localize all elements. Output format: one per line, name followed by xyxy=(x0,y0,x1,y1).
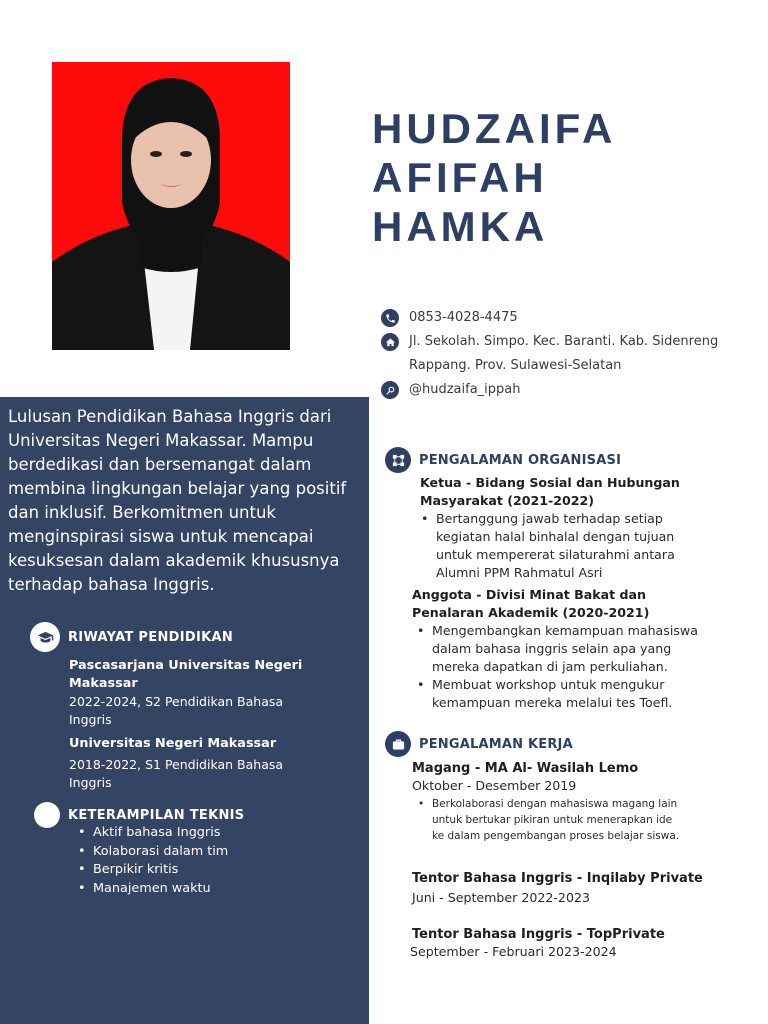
education-detail: 2018-2022, S1 Pendidikan Bahasa Inggris xyxy=(69,757,284,790)
work-item xyxy=(412,870,732,906)
work-period: Juni - September 2022-2023 xyxy=(412,890,590,905)
work-points xyxy=(412,796,682,844)
work-item xyxy=(412,760,712,844)
contact-info xyxy=(381,306,761,402)
search-icon xyxy=(381,381,399,399)
contact-address xyxy=(381,330,761,378)
phone-number: 0853-4028-4475 xyxy=(409,310,518,325)
organization-item xyxy=(420,474,720,582)
skill-item: • Kolaborasi dalam tim xyxy=(78,843,228,862)
profile-summary: Lulusan Pendidikan Bahasa Inggris dari Universitas Negeri Makassar. Mampu berdedikasi dan bersemangat dalam membina lingkungan belajar yang positif dan inklusif. Berkomitmen untuk menginspirasi siswa untuk mencapai kesuksesan dalam akademik khususnya terhadap bahasa Inggris. xyxy=(8,407,347,594)
organization-title: PENGALAMAN ORGANISASI xyxy=(419,452,622,468)
work-header xyxy=(385,731,573,757)
work-role: Tentor Bahasa Inggris - Inqilaby Private xyxy=(412,871,703,886)
organization-role: Ketua - Bidang Sosial dan Hubungan Masyarakat (2021-2022) xyxy=(420,475,680,508)
skills-title: KETERAMPILAN TEKNIS xyxy=(68,807,245,823)
skill-item: • Manajemen waktu xyxy=(78,880,228,899)
contact-social xyxy=(381,378,761,402)
education-header xyxy=(30,622,233,652)
work-period: Oktober - Desember 2019 xyxy=(412,778,577,793)
full-name xyxy=(372,104,752,251)
education-item xyxy=(69,735,329,792)
education-school: Universitas Negeri Makassar xyxy=(69,736,277,751)
contact-phone xyxy=(381,306,761,330)
education-item xyxy=(69,657,329,729)
graduation-cap-icon xyxy=(30,622,60,652)
education-school: Pascasarjana Universitas Negeri Makassar xyxy=(69,658,303,691)
organization-points xyxy=(412,622,712,712)
education-detail: 2022-2024, S2 Pendidikan Bahasa Inggris xyxy=(69,694,284,727)
work-period: September - Februari 2023-2024 xyxy=(410,944,617,959)
home-icon xyxy=(381,333,399,351)
work-role: Magang - MA Al- Wasilah Lemo xyxy=(412,761,639,776)
work-point: • Berkolaborasi dengan mahasiswa magang lain untuk bertukar pikiran untuk menerapkan ide ke dalam pengembangan proses belajar siswa. xyxy=(412,796,682,844)
name-line-1: HUDZAIFA xyxy=(372,105,617,152)
work-item xyxy=(410,926,730,960)
skill-item: • Berpikir kritis xyxy=(78,861,228,880)
skills-icon xyxy=(34,802,60,828)
organization-point: • Mengembangkan kemampuan mahasiswa dalam bahasa inggris selain apa yang mereka dapatkan di jam perkuliahan. xyxy=(412,622,712,676)
name-line-3: HAMKA xyxy=(372,203,549,250)
briefcase-icon xyxy=(385,731,411,757)
work-title: PENGALAMAN KERJA xyxy=(419,736,573,752)
skills-list xyxy=(78,824,228,898)
organization-role: Anggota - Divisi Minat Bakat dan Penalaran Akademik (2020-2021) xyxy=(412,587,650,620)
profile-photo xyxy=(52,62,290,350)
work-role: Tentor Bahasa Inggris - TopPrivate xyxy=(412,927,665,942)
organization-item xyxy=(412,586,712,712)
organization-points xyxy=(416,510,706,582)
network-icon xyxy=(385,447,411,473)
social-handle: @hudzaifa_ippah xyxy=(409,382,521,397)
left-panel xyxy=(0,397,369,1024)
organization-point: • Bertanggung jawab terhadap setiap kegiatan halal binhalal dengan tujuan untuk mempererat silaturahmi antara Alumni PPM Rahmatul Asri xyxy=(416,510,706,582)
education-title: RIWAYAT PENDIDIKAN xyxy=(68,629,233,645)
phone-icon xyxy=(381,309,399,327)
address-text: Jl. Sekolah. Simpo. Kec. Baranti. Kab. Sidenreng Rappang. Prov. Sulawesi-Selatan xyxy=(409,334,719,373)
organization-header xyxy=(385,447,621,473)
skill-item: • Aktif bahasa Inggris xyxy=(78,824,228,843)
organization-point: • Membuat workshop untuk mengukur kemampuan mereka melalui tes Toefl. xyxy=(412,676,712,712)
name-line-2: AFIFAH xyxy=(372,154,548,201)
